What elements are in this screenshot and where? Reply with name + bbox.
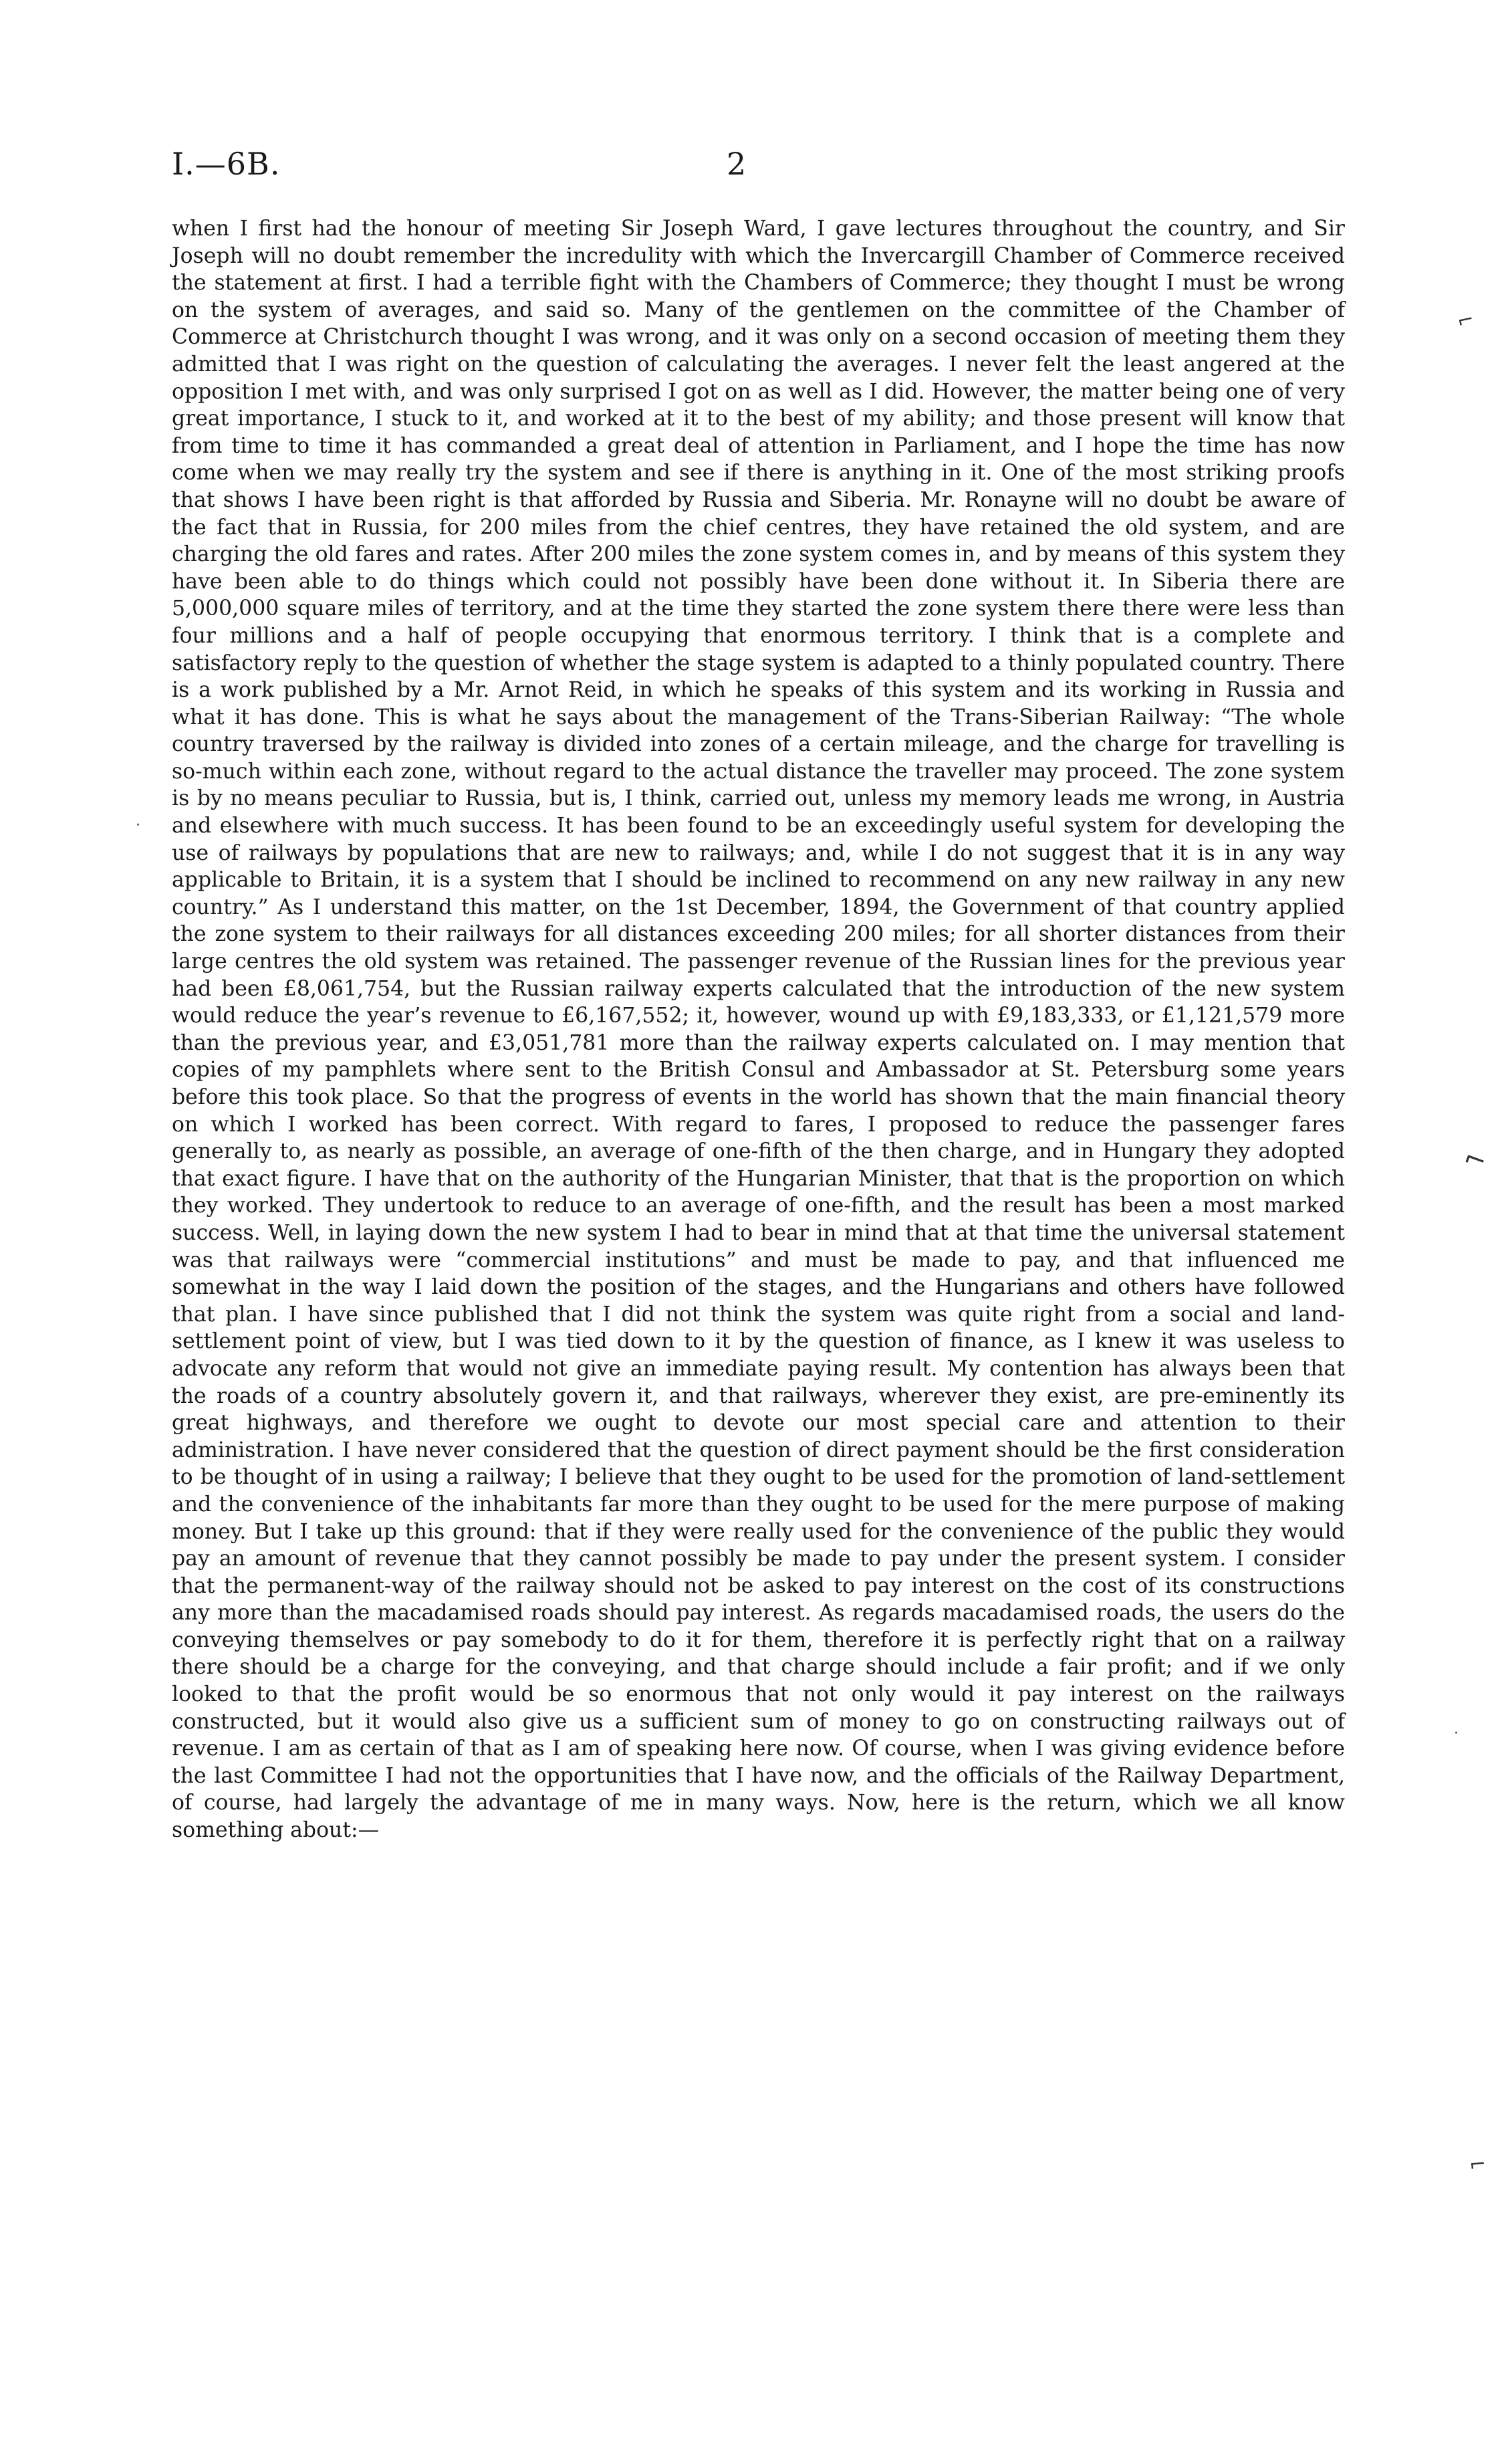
margin-mark: ⌐ [1459, 1141, 1491, 1179]
margin-mark: ⌐ [1455, 307, 1477, 334]
body-paragraph: when I first had the honour of meeting Sir Joseph Ward, I gave lectures throughout the country, and Sir Joseph will no doubt remember the incredulity with which the Invercargill Chamber of Commerce received the statement at first. I had a terrible fight with the Chambers of Commerce; they thought I must be wrong on the system of averages, and said so. Many of the gentlemen on the committee of the Chamber of Commerce at Christchurch thought I was wrong, and it was only on a second occasion of meeting them they admitted that I was right on the question of calculating the averages. I never felt the least angered at the opposition I met with, and was only surprised I got on as well as I did. However, the matter being one of very great importance, I stuck to it, and worked at it to the best of my ability; and those present will know that from time to time it has commanded a great deal of attention in Parliament, and I hope the time has now come when we may really try the system and see if there is anything in it. One of the most striking proofs that shows I have been right is that afforded by Russia and Siberia. Mr. Ronayne will no doubt be aware of the fact that in Russia, for 200 miles from the chief centres, they have retained the old system, and are charging the old fares and rates. After 200 miles the zone system comes in, and by means of this system they have been able to do things which could not possibly have been done without it. In Siberia there are 5,000,000 square miles of territory, and at the time they started the zone system there there were less than four millions and a half of people occupying that enormous territory. I think that is a complete and satisfactory reply to the question of whether the stage system is adapted to a thinly populated country. There is a work published by a Mr. Arnot Reid, in which he speaks of this system and its working in Russia and what it has done. This is what he says about the management of the Trans-Siberian Railway: “The whole country traversed by the railway is divided into zones of a certain mileage, and the charge for travelling is so-much within each zone, without regard to the actual distance the traveller may proceed. The zone system is by no means peculiar to Russia, but is, I think, carried out, unless my memory leads me wrong, in Austria and elsewhere with much success. It has been found to be an exceedingly useful system for developing the use of railways by populations that are new to railways; and, while I do not suggest that it is in any way applicable to Britain, it is a system that I should be inclined to recommend on any new railway in any new country.” As I understand this matter, on the 1st December, 1894, the Government of that country applied the zone system to their railways for all distances exceeding 200 miles; for all shorter distances from their large centres the old system was retained. The passenger revenue of the Russian lines for the previous year had been £8,061,754, but the Russian railway experts calculated that the introduction of the new system would reduce the year’s revenue to £6,167,552; it, however, wound up with £9,183,333, or £1,121,579 more than the previous year, and £3,051,781 more than the railway experts calculated on. I may mention that copies of my pamphlets where sent to the British Consul and Ambassador at St. Petersburg some years before this took place. So that the progress of events in the world has shown that the main financial theory on which I worked has been correct. With regard to fares, I proposed to reduce the passenger fares generally to, as nearly as possible, an average of one-fifth of the then charge, and in Hungary they adopted that exact figure. I have that on the authority of the Hungarian Minister, that that is the proportion on which they worked. They undertook to reduce to an average of one-fifth, and the result has been a most marked success. Well, in laying down the new system I had to bear in mind that at that time the universal statement was that railways were “commercial institutions” and must be made to pay, and that influenced me somewhat in the way I laid down the position of the stages, and the Hungarians and others have followed that plan. I have since published that I did not think the system was quite right from a social and land-settlement point of view, but I was tied down to it by the question of finance, as I knew it was useless to advocate any reform that would not give an immediate paying result. My contention has always been that the roads of a country absolutely govern it, and that railways, wherever they exist, are pre-eminently its great highways, and therefore we ought to devote our most special care and attention to their administration. I have never considered that the question of direct payment should be the first consideration to be thought of in using a railway; I believe that they ought to be used for the promotion of land-settlement and the convenience of the inhabitants far more than they ought to be used for the mere purpose of making money. But I take up this ground: that if they were really used for the convenience of the public they would pay an amount of revenue that they cannot possibly be made to pay under the present system. I consider that the permanent-way of the railway should not be asked to pay interest on the cost of its constructions any more than the macadamised roads should pay interest. As regards macadamised roads, the users do the conveying themselves or pay somebody to do it for them, therefore it is perfectly right that on a railway there should be a charge for the conveying, and that charge should include a fair profit; and if we only looked to that the profit would be so enormous that not only would it pay interest on the railways constructed, but it would also give us a sufficient sum of money to go on constructing railways out of revenue. I am as certain of that as I am of speaking here now. Of course, when I was giving evidence before the last Committee I had not the opportunities that I have now, and the officials of the Railway Department, of course, had largely the advantage of me in many ways. Now, here is the return, which we all know something about:— [172, 217, 1345, 1843]
document-reference: I.—6B. [172, 146, 281, 182]
margin-mark: · [1454, 1725, 1459, 1742]
page-number: 2 [727, 146, 747, 182]
margin-mark: ⌐ [1468, 2152, 1487, 2178]
margin-dot: · [136, 817, 140, 834]
page-header [172, 146, 1342, 193]
